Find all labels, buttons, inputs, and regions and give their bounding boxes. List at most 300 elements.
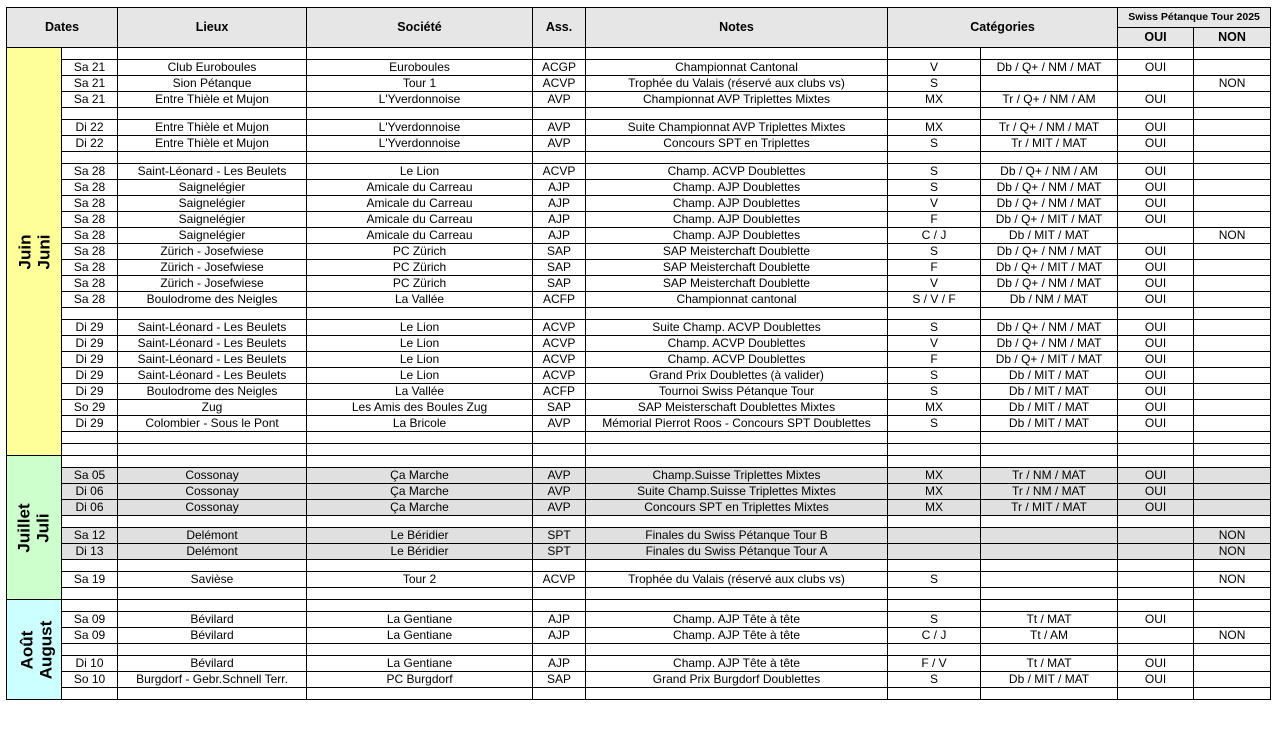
notes-cell[interactable] bbox=[586, 644, 888, 656]
oui-cell[interactable]: OUI bbox=[1118, 400, 1194, 416]
ass-cell[interactable] bbox=[533, 456, 586, 468]
oui-cell[interactable] bbox=[1118, 228, 1194, 244]
lieu-cell[interactable]: Zug bbox=[118, 400, 307, 416]
notes-cell[interactable]: Champ.Suisse Triplettes Mixtes bbox=[586, 468, 888, 484]
header-oui[interactable]: OUI bbox=[1118, 28, 1194, 48]
oui-cell[interactable]: OUI bbox=[1118, 336, 1194, 352]
ass-cell[interactable]: AJP bbox=[533, 228, 586, 244]
format-cell[interactable] bbox=[981, 688, 1118, 700]
format-cell[interactable]: Db / NM / MAT bbox=[981, 292, 1118, 308]
non-cell[interactable] bbox=[1194, 336, 1271, 352]
header-notes[interactable]: Notes bbox=[586, 8, 888, 48]
format-cell[interactable]: Db / MIT / MAT bbox=[981, 416, 1118, 432]
lieu-cell[interactable]: Bévilard bbox=[118, 656, 307, 672]
societe-cell[interactable]: Tour 1 bbox=[307, 76, 533, 92]
oui-cell[interactable] bbox=[1118, 444, 1194, 456]
societe-cell[interactable] bbox=[307, 48, 533, 60]
lieu-cell[interactable] bbox=[118, 600, 307, 612]
oui-cell[interactable]: OUI bbox=[1118, 92, 1194, 108]
oui-cell[interactable]: OUI bbox=[1118, 244, 1194, 260]
date-cell[interactable]: Di 29 bbox=[62, 352, 118, 368]
societe-cell[interactable]: Amicale du Carreau bbox=[307, 228, 533, 244]
lieu-cell[interactable] bbox=[118, 108, 307, 120]
non-cell[interactable] bbox=[1194, 120, 1271, 136]
format-cell[interactable] bbox=[981, 108, 1118, 120]
ass-cell[interactable]: ACVP bbox=[533, 352, 586, 368]
category-cell[interactable]: F / V bbox=[888, 656, 981, 672]
ass-cell[interactable]: SAP bbox=[533, 276, 586, 292]
category-cell[interactable] bbox=[888, 308, 981, 320]
format-cell[interactable]: Tr / Q+ / NM / AM bbox=[981, 92, 1118, 108]
oui-cell[interactable]: OUI bbox=[1118, 196, 1194, 212]
format-cell[interactable]: Db / Q+ / NM / MAT bbox=[981, 276, 1118, 292]
oui-cell[interactable]: OUI bbox=[1118, 656, 1194, 672]
notes-cell[interactable]: Champ. AJP Doublettes bbox=[586, 180, 888, 196]
notes-cell[interactable] bbox=[586, 600, 888, 612]
format-cell[interactable] bbox=[981, 572, 1118, 588]
oui-cell[interactable] bbox=[1118, 600, 1194, 612]
ass-cell[interactable] bbox=[533, 432, 586, 444]
category-cell[interactable]: V bbox=[888, 196, 981, 212]
format-cell[interactable]: Db / Q+ / NM / MAT bbox=[981, 196, 1118, 212]
ass-cell[interactable]: SAP bbox=[533, 672, 586, 688]
oui-cell[interactable] bbox=[1118, 108, 1194, 120]
date-cell[interactable]: Sa 21 bbox=[62, 60, 118, 76]
ass-cell[interactable]: AJP bbox=[533, 212, 586, 228]
lieu-cell[interactable] bbox=[118, 644, 307, 656]
non-cell[interactable] bbox=[1194, 688, 1271, 700]
date-cell[interactable]: Sa 28 bbox=[62, 276, 118, 292]
non-cell[interactable] bbox=[1194, 320, 1271, 336]
non-cell[interactable] bbox=[1194, 164, 1271, 180]
format-cell[interactable]: Db / Q+ / MIT / MAT bbox=[981, 260, 1118, 276]
header-ass[interactable]: Ass. bbox=[533, 8, 586, 48]
notes-cell[interactable] bbox=[586, 432, 888, 444]
societe-cell[interactable] bbox=[307, 688, 533, 700]
category-cell[interactable] bbox=[888, 644, 981, 656]
date-cell[interactable] bbox=[62, 688, 118, 700]
category-cell[interactable]: S bbox=[888, 572, 981, 588]
non-cell[interactable] bbox=[1194, 384, 1271, 400]
oui-cell[interactable]: OUI bbox=[1118, 352, 1194, 368]
ass-cell[interactable] bbox=[533, 308, 586, 320]
non-cell[interactable]: NON bbox=[1194, 628, 1271, 644]
date-cell[interactable]: Di 06 bbox=[62, 500, 118, 516]
notes-cell[interactable]: SAP Meisterchaft Doublette bbox=[586, 260, 888, 276]
format-cell[interactable]: Db / MIT / MAT bbox=[981, 672, 1118, 688]
notes-cell[interactable]: Suite Championnat AVP Triplettes Mixtes bbox=[586, 120, 888, 136]
notes-cell[interactable]: Suite Champ. ACVP Doublettes bbox=[586, 320, 888, 336]
notes-cell[interactable] bbox=[586, 152, 888, 164]
societe-cell[interactable]: Le Lion bbox=[307, 164, 533, 180]
format-cell[interactable] bbox=[981, 76, 1118, 92]
ass-cell[interactable]: AVP bbox=[533, 136, 586, 152]
notes-cell[interactable]: Champ. ACVP Doublettes bbox=[586, 336, 888, 352]
oui-cell[interactable] bbox=[1118, 152, 1194, 164]
category-cell[interactable] bbox=[888, 544, 981, 560]
ass-cell[interactable]: ACGP bbox=[533, 60, 586, 76]
notes-cell[interactable]: Champ. ACVP Doublettes bbox=[586, 352, 888, 368]
non-cell[interactable] bbox=[1194, 456, 1271, 468]
date-cell[interactable]: Di 29 bbox=[62, 320, 118, 336]
date-cell[interactable] bbox=[62, 456, 118, 468]
non-cell[interactable] bbox=[1194, 152, 1271, 164]
lieu-cell[interactable]: Saignelégier bbox=[118, 180, 307, 196]
category-cell[interactable]: V bbox=[888, 336, 981, 352]
format-cell[interactable] bbox=[981, 456, 1118, 468]
lieu-cell[interactable] bbox=[118, 456, 307, 468]
date-cell[interactable]: Di 22 bbox=[62, 136, 118, 152]
oui-cell[interactable]: OUI bbox=[1118, 136, 1194, 152]
ass-cell[interactable] bbox=[533, 152, 586, 164]
oui-cell[interactable]: OUI bbox=[1118, 368, 1194, 384]
date-cell[interactable] bbox=[62, 48, 118, 60]
ass-cell[interactable]: AJP bbox=[533, 612, 586, 628]
format-cell[interactable]: Tr / MIT / MAT bbox=[981, 500, 1118, 516]
non-cell[interactable]: NON bbox=[1194, 572, 1271, 588]
societe-cell[interactable]: La Bricole bbox=[307, 416, 533, 432]
category-cell[interactable]: S bbox=[888, 244, 981, 260]
ass-cell[interactable]: AJP bbox=[533, 628, 586, 644]
format-cell[interactable]: Tr / MIT / MAT bbox=[981, 136, 1118, 152]
lieu-cell[interactable]: Boulodrome des Neigles bbox=[118, 384, 307, 400]
oui-cell[interactable]: OUI bbox=[1118, 212, 1194, 228]
oui-cell[interactable] bbox=[1118, 516, 1194, 528]
non-cell[interactable] bbox=[1194, 672, 1271, 688]
format-cell[interactable]: Tt / MAT bbox=[981, 612, 1118, 628]
societe-cell[interactable]: Amicale du Carreau bbox=[307, 196, 533, 212]
societe-cell[interactable]: Euroboules bbox=[307, 60, 533, 76]
category-cell[interactable] bbox=[888, 688, 981, 700]
category-cell[interactable]: MX bbox=[888, 468, 981, 484]
societe-cell[interactable]: Le Lion bbox=[307, 320, 533, 336]
notes-cell[interactable]: Champ. AJP Tête à tête bbox=[586, 628, 888, 644]
oui-cell[interactable] bbox=[1118, 644, 1194, 656]
date-cell[interactable]: Di 29 bbox=[62, 336, 118, 352]
societe-cell[interactable]: PC Burgdorf bbox=[307, 672, 533, 688]
non-cell[interactable] bbox=[1194, 260, 1271, 276]
lieu-cell[interactable]: Sion Pétanque bbox=[118, 76, 307, 92]
societe-cell[interactable]: Le Lion bbox=[307, 352, 533, 368]
format-cell[interactable] bbox=[981, 560, 1118, 572]
non-cell[interactable]: NON bbox=[1194, 544, 1271, 560]
ass-cell[interactable] bbox=[533, 688, 586, 700]
ass-cell[interactable]: ACVP bbox=[533, 164, 586, 180]
format-cell[interactable]: Db / Q+ / MIT / MAT bbox=[981, 212, 1118, 228]
non-cell[interactable] bbox=[1194, 60, 1271, 76]
notes-cell[interactable]: Championnat Cantonal bbox=[586, 60, 888, 76]
non-cell[interactable] bbox=[1194, 212, 1271, 228]
notes-cell[interactable]: Tournoi Swiss Pétanque Tour bbox=[586, 384, 888, 400]
societe-cell[interactable] bbox=[307, 600, 533, 612]
category-cell[interactable]: MX bbox=[888, 92, 981, 108]
non-cell[interactable] bbox=[1194, 352, 1271, 368]
date-cell[interactable] bbox=[62, 600, 118, 612]
notes-cell[interactable]: Suite Champ.Suisse Triplettes Mixtes bbox=[586, 484, 888, 500]
societe-cell[interactable] bbox=[307, 308, 533, 320]
date-cell[interactable] bbox=[62, 644, 118, 656]
lieu-cell[interactable]: Delémont bbox=[118, 528, 307, 544]
lieu-cell[interactable]: Entre Thièle et Mujon bbox=[118, 92, 307, 108]
notes-cell[interactable]: Mémorial Pierrot Roos - Concours SPT Doublettes bbox=[586, 416, 888, 432]
format-cell[interactable] bbox=[981, 444, 1118, 456]
date-cell[interactable]: Sa 12 bbox=[62, 528, 118, 544]
non-cell[interactable] bbox=[1194, 600, 1271, 612]
lieu-cell[interactable]: Saignelégier bbox=[118, 212, 307, 228]
societe-cell[interactable]: PC Zürich bbox=[307, 244, 533, 260]
header-non[interactable]: NON bbox=[1194, 28, 1271, 48]
date-cell[interactable]: Sa 28 bbox=[62, 260, 118, 276]
non-cell[interactable] bbox=[1194, 196, 1271, 212]
notes-cell[interactable]: Concours SPT en Triplettes bbox=[586, 136, 888, 152]
societe-cell[interactable] bbox=[307, 560, 533, 572]
format-cell[interactable]: Db / Q+ / MIT / MAT bbox=[981, 352, 1118, 368]
lieu-cell[interactable] bbox=[118, 308, 307, 320]
date-cell[interactable]: Di 13 bbox=[62, 544, 118, 560]
non-cell[interactable] bbox=[1194, 468, 1271, 484]
notes-cell[interactable]: Championnat AVP Triplettes Mixtes bbox=[586, 92, 888, 108]
format-cell[interactable] bbox=[981, 516, 1118, 528]
date-cell[interactable]: So 10 bbox=[62, 672, 118, 688]
notes-cell[interactable]: Champ. ACVP Doublettes bbox=[586, 164, 888, 180]
format-cell[interactable]: Tt / MAT bbox=[981, 656, 1118, 672]
format-cell[interactable] bbox=[981, 48, 1118, 60]
date-cell[interactable]: So 29 bbox=[62, 400, 118, 416]
oui-cell[interactable] bbox=[1118, 308, 1194, 320]
date-cell[interactable] bbox=[62, 516, 118, 528]
format-cell[interactable]: Tr / Q+ / NM / MAT bbox=[981, 120, 1118, 136]
format-cell[interactable]: Db / MIT / MAT bbox=[981, 400, 1118, 416]
notes-cell[interactable]: Champ. AJP Doublettes bbox=[586, 196, 888, 212]
societe-cell[interactable]: La Vallée bbox=[307, 384, 533, 400]
lieu-cell[interactable] bbox=[118, 516, 307, 528]
category-cell[interactable]: S bbox=[888, 76, 981, 92]
format-cell[interactable] bbox=[981, 544, 1118, 560]
non-cell[interactable]: NON bbox=[1194, 76, 1271, 92]
non-cell[interactable] bbox=[1194, 560, 1271, 572]
non-cell[interactable] bbox=[1194, 432, 1271, 444]
format-cell[interactable] bbox=[981, 152, 1118, 164]
ass-cell[interactable]: AVP bbox=[533, 500, 586, 516]
oui-cell[interactable] bbox=[1118, 48, 1194, 60]
category-cell[interactable]: MX bbox=[888, 400, 981, 416]
non-cell[interactable] bbox=[1194, 484, 1271, 500]
lieu-cell[interactable]: Saint-Léonard - Les Beulets bbox=[118, 352, 307, 368]
societe-cell[interactable]: La Vallée bbox=[307, 292, 533, 308]
format-cell[interactable]: Tr / NM / MAT bbox=[981, 484, 1118, 500]
date-cell[interactable]: Di 29 bbox=[62, 416, 118, 432]
format-cell[interactable] bbox=[981, 432, 1118, 444]
lieu-cell[interactable] bbox=[118, 432, 307, 444]
ass-cell[interactable]: AVP bbox=[533, 416, 586, 432]
societe-cell[interactable]: Tour 2 bbox=[307, 572, 533, 588]
societe-cell[interactable]: Le Lion bbox=[307, 336, 533, 352]
oui-cell[interactable]: OUI bbox=[1118, 468, 1194, 484]
ass-cell[interactable]: AJP bbox=[533, 180, 586, 196]
societe-cell[interactable]: La Gentiane bbox=[307, 656, 533, 672]
category-cell[interactable]: MX bbox=[888, 500, 981, 516]
category-cell[interactable]: S / V / F bbox=[888, 292, 981, 308]
date-cell[interactable]: Sa 21 bbox=[62, 76, 118, 92]
societe-cell[interactable]: PC Zürich bbox=[307, 260, 533, 276]
lieu-cell[interactable]: Saint-Léonard - Les Beulets bbox=[118, 320, 307, 336]
oui-cell[interactable] bbox=[1118, 588, 1194, 600]
societe-cell[interactable]: Le Béridier bbox=[307, 544, 533, 560]
month-label-juin[interactable] bbox=[7, 48, 62, 456]
lieu-cell[interactable]: Club Euroboules bbox=[118, 60, 307, 76]
month-label-juillet[interactable] bbox=[7, 456, 62, 600]
format-cell[interactable]: Db / Q+ / NM / MAT bbox=[981, 320, 1118, 336]
date-cell[interactable] bbox=[62, 152, 118, 164]
societe-cell[interactable] bbox=[307, 432, 533, 444]
category-cell[interactable]: S bbox=[888, 368, 981, 384]
societe-cell[interactable]: La Gentiane bbox=[307, 628, 533, 644]
societe-cell[interactable]: La Gentiane bbox=[307, 612, 533, 628]
lieu-cell[interactable]: Cossonay bbox=[118, 500, 307, 516]
lieu-cell[interactable]: Cossonay bbox=[118, 484, 307, 500]
header-swiss-tour[interactable]: Swiss Pétanque Tour 2025 bbox=[1118, 8, 1271, 28]
ass-cell[interactable]: AVP bbox=[533, 120, 586, 136]
societe-cell[interactable]: L'Yverdonnoise bbox=[307, 92, 533, 108]
societe-cell[interactable]: L'Yverdonnoise bbox=[307, 120, 533, 136]
header-societe[interactable]: Société bbox=[307, 8, 533, 48]
date-cell[interactable]: Sa 19 bbox=[62, 572, 118, 588]
category-cell[interactable] bbox=[888, 528, 981, 544]
non-cell[interactable] bbox=[1194, 92, 1271, 108]
lieu-cell[interactable] bbox=[118, 152, 307, 164]
category-cell[interactable] bbox=[888, 456, 981, 468]
ass-cell[interactable]: SAP bbox=[533, 400, 586, 416]
notes-cell[interactable] bbox=[586, 308, 888, 320]
oui-cell[interactable]: OUI bbox=[1118, 672, 1194, 688]
oui-cell[interactable] bbox=[1118, 628, 1194, 644]
societe-cell[interactable]: Les Amis des Boules Zug bbox=[307, 400, 533, 416]
oui-cell[interactable]: OUI bbox=[1118, 500, 1194, 516]
lieu-cell[interactable]: Zürich - Josefwiese bbox=[118, 244, 307, 260]
notes-cell[interactable]: Trophée du Valais (réservé aux clubs vs) bbox=[586, 572, 888, 588]
format-cell[interactable] bbox=[981, 308, 1118, 320]
lieu-cell[interactable] bbox=[118, 48, 307, 60]
ass-cell[interactable]: ACVP bbox=[533, 336, 586, 352]
category-cell[interactable]: F bbox=[888, 212, 981, 228]
non-cell[interactable] bbox=[1194, 108, 1271, 120]
oui-cell[interactable]: OUI bbox=[1118, 484, 1194, 500]
category-cell[interactable] bbox=[888, 48, 981, 60]
ass-cell[interactable]: AVP bbox=[533, 468, 586, 484]
societe-cell[interactable]: Amicale du Carreau bbox=[307, 180, 533, 196]
oui-cell[interactable] bbox=[1118, 528, 1194, 544]
non-cell[interactable] bbox=[1194, 368, 1271, 384]
notes-cell[interactable] bbox=[586, 516, 888, 528]
ass-cell[interactable] bbox=[533, 588, 586, 600]
header-categories[interactable]: Catégories bbox=[888, 8, 1118, 48]
ass-cell[interactable]: AJP bbox=[533, 196, 586, 212]
lieu-cell[interactable]: Bévilard bbox=[118, 612, 307, 628]
category-cell[interactable]: S bbox=[888, 612, 981, 628]
lieu-cell[interactable]: Bévilard bbox=[118, 628, 307, 644]
format-cell[interactable] bbox=[981, 588, 1118, 600]
oui-cell[interactable]: OUI bbox=[1118, 120, 1194, 136]
format-cell[interactable]: Db / MIT / MAT bbox=[981, 228, 1118, 244]
non-cell[interactable] bbox=[1194, 292, 1271, 308]
non-cell[interactable]: NON bbox=[1194, 228, 1271, 244]
category-cell[interactable] bbox=[888, 560, 981, 572]
date-cell[interactable]: Di 10 bbox=[62, 656, 118, 672]
date-cell[interactable]: Di 06 bbox=[62, 484, 118, 500]
notes-cell[interactable] bbox=[586, 108, 888, 120]
lieu-cell[interactable]: Saint-Léonard - Les Beulets bbox=[118, 368, 307, 384]
ass-cell[interactable]: ACVP bbox=[533, 572, 586, 588]
oui-cell[interactable] bbox=[1118, 432, 1194, 444]
societe-cell[interactable]: Le Béridier bbox=[307, 528, 533, 544]
category-cell[interactable]: S bbox=[888, 164, 981, 180]
date-cell[interactable] bbox=[62, 308, 118, 320]
non-cell[interactable] bbox=[1194, 516, 1271, 528]
notes-cell[interactable]: Finales du Swiss Pétanque Tour B bbox=[586, 528, 888, 544]
format-cell[interactable]: Db / Q+ / NM / MAT bbox=[981, 336, 1118, 352]
month-label-aout[interactable] bbox=[7, 600, 62, 700]
header-lieux[interactable]: Lieux bbox=[118, 8, 307, 48]
date-cell[interactable] bbox=[62, 560, 118, 572]
lieu-cell[interactable]: Cossonay bbox=[118, 468, 307, 484]
oui-cell[interactable]: OUI bbox=[1118, 612, 1194, 628]
societe-cell[interactable] bbox=[307, 588, 533, 600]
ass-cell[interactable]: ACVP bbox=[533, 76, 586, 92]
lieu-cell[interactable]: Saint-Léonard - Les Beulets bbox=[118, 164, 307, 180]
ass-cell[interactable] bbox=[533, 444, 586, 456]
date-cell[interactable] bbox=[62, 588, 118, 600]
ass-cell[interactable]: ACFP bbox=[533, 384, 586, 400]
date-cell[interactable] bbox=[62, 108, 118, 120]
ass-cell[interactable]: SPT bbox=[533, 544, 586, 560]
category-cell[interactable] bbox=[888, 152, 981, 164]
date-cell[interactable]: Sa 28 bbox=[62, 212, 118, 228]
non-cell[interactable]: NON bbox=[1194, 528, 1271, 544]
notes-cell[interactable]: Grand Prix Doublettes (à valider) bbox=[586, 368, 888, 384]
ass-cell[interactable]: SAP bbox=[533, 260, 586, 276]
ass-cell[interactable] bbox=[533, 48, 586, 60]
societe-cell[interactable]: PC Zürich bbox=[307, 276, 533, 292]
ass-cell[interactable] bbox=[533, 600, 586, 612]
notes-cell[interactable]: Finales du Swiss Pétanque Tour A bbox=[586, 544, 888, 560]
oui-cell[interactable]: OUI bbox=[1118, 416, 1194, 432]
oui-cell[interactable]: OUI bbox=[1118, 292, 1194, 308]
oui-cell[interactable] bbox=[1118, 560, 1194, 572]
non-cell[interactable] bbox=[1194, 180, 1271, 196]
ass-cell[interactable]: AVP bbox=[533, 92, 586, 108]
category-cell[interactable]: MX bbox=[888, 484, 981, 500]
lieu-cell[interactable]: Boulodrome des Neigles bbox=[118, 292, 307, 308]
category-cell[interactable]: S bbox=[888, 384, 981, 400]
oui-cell[interactable] bbox=[1118, 76, 1194, 92]
societe-cell[interactable]: Ça Marche bbox=[307, 468, 533, 484]
notes-cell[interactable]: Champ. AJP Tête à tête bbox=[586, 612, 888, 628]
lieu-cell[interactable] bbox=[118, 688, 307, 700]
societe-cell[interactable]: Amicale du Carreau bbox=[307, 212, 533, 228]
date-cell[interactable]: Sa 28 bbox=[62, 196, 118, 212]
category-cell[interactable]: C / J bbox=[888, 228, 981, 244]
ass-cell[interactable]: AJP bbox=[533, 656, 586, 672]
oui-cell[interactable] bbox=[1118, 456, 1194, 468]
date-cell[interactable] bbox=[62, 432, 118, 444]
category-cell[interactable] bbox=[888, 600, 981, 612]
format-cell[interactable]: Tt / AM bbox=[981, 628, 1118, 644]
date-cell[interactable]: Sa 21 bbox=[62, 92, 118, 108]
non-cell[interactable] bbox=[1194, 308, 1271, 320]
category-cell[interactable]: S bbox=[888, 416, 981, 432]
societe-cell[interactable]: Ça Marche bbox=[307, 500, 533, 516]
notes-cell[interactable]: SAP Meisterchaft Doublette bbox=[586, 276, 888, 292]
